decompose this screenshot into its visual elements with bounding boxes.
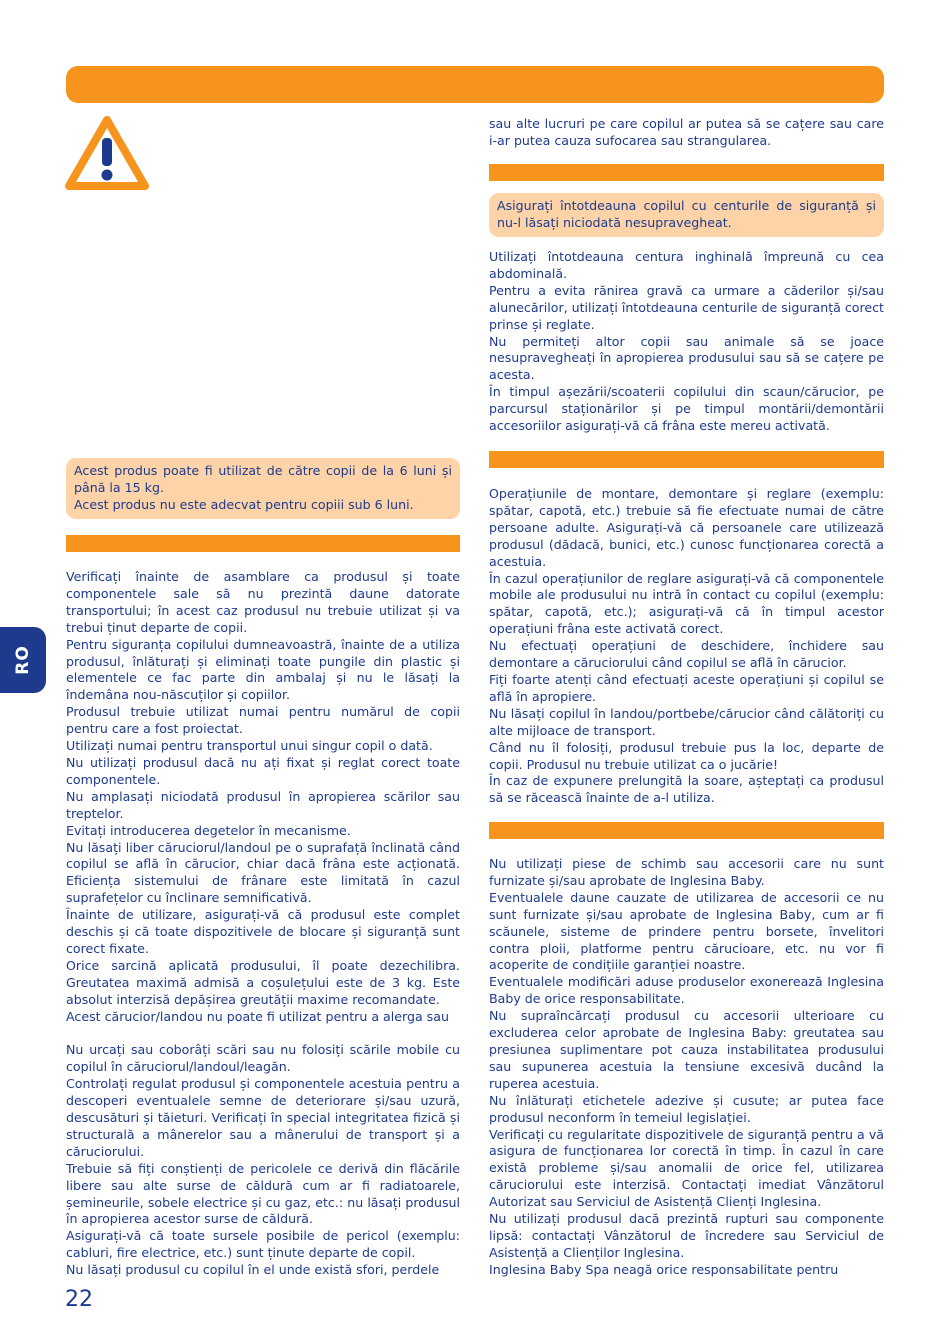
- paragraph: Nu lăsați copilul în landou/portbebe/cărucior când călătoriți cu alte mijloace de transport.: [489, 705, 884, 738]
- language-tab: [0, 627, 46, 693]
- right-section-2: [489, 486, 884, 807]
- section-strip-left: [66, 535, 460, 552]
- paragraph: Utilizați numai pentru transportul unui singur copil o dată.: [66, 738, 433, 754]
- paragraph: Nu utilizați produsul dacă nu ați fixat și reglat corect toate componentele.: [66, 754, 460, 787]
- paragraph: Nu lăsați produsul cu copilul în el unde există sfori, perdele: [66, 1262, 440, 1278]
- paragraph: Nu înlăturați etichetele adezive și cusute; ar putea face produsul neconform în temeiul legislației.: [489, 1092, 884, 1125]
- paragraph: Nu lăsați liber căruciorul/landoul pe o suprafață înclinată când copilul se află în cărucior, chiar dacă frâna este acționată. Eficiența sistemului de frânare este limitată în cazul suprafețelor cu înclinare semnificativă.: [66, 839, 460, 906]
- paragraph: În timpul așezării/scoaterii copilului din scaun/cărucior, pe parcursul staționărilor și pe timpul montării/demontării accesoriilor asigurați-vă că frâna este mereu activată.: [489, 384, 884, 434]
- age-note-line: Acest produs nu este adecvat pentru copiii sub 6 luni.: [74, 496, 414, 512]
- paragraph: Operațiunile de montare, demontare și reglare (exemplu: spătar, capotă, etc.) trebuie să fie efectuate numai de către persoane adulte. Asigurați-vă că persoanele care utilizează produsul (dădacă, bunici, etc.) cunosc funcționarea corectă a acestuia.: [489, 486, 884, 569]
- paragraph: Controlați regulat produsul și componentele acestuia pentru a descoperi eventualele semne de deteriorare și/sau uzură, descusături și tăieturi. Verificați în special integritatea fizică și structurală a mânerelor sau a mânerului de transport și a căruciorului.: [66, 1076, 460, 1159]
- paragraph: Nu permiteți altor copii sau animale să se joace nesupravegheați în apropierea produsului sau să se cațere pe acesta.: [489, 333, 884, 383]
- paragraph: În caz de expunere prelungită la soare, așteptați ca produsul să se răcească înainte de a-l utiliza.: [489, 773, 884, 806]
- right-intro: [489, 116, 884, 150]
- paragraph: Pentru a evita rănirea gravă ca urmare a căderilor și/sau alunecărilor, utilizați întotdeauna centurile de siguranță corect prinse și reglate.: [489, 282, 884, 332]
- paragraph: Nu urcați sau coborâți scări sau nu folosiți scările mobile cu copilul în căruciorul/landoul/leagăn.: [66, 1042, 460, 1075]
- section-strip-right-3: [489, 822, 884, 839]
- language-tab-label: RO: [13, 645, 33, 675]
- paragraph: Pentru siguranța copilului dumneavoastră, înainte de a utiliza produsul, înlăturați și eliminați toate pungile din plastic și elementele ce fac parte din ambalaj și nu le lăsați la îndemâna nou-născuților și copiilor.: [66, 636, 460, 703]
- paragraph: Nu amplasați niciodată produsul în apropierea scărilor sau treptelor.: [66, 788, 460, 821]
- belt-note-text: Asigurați întotdeauna copilul cu centurile de siguranță și nu-l lăsați niciodată nesupravegheat.: [497, 198, 876, 230]
- paragraph: sau alte lucruri pe care copilul ar putea să se cațere sau care i-ar putea cauza sufocarea sau strangularea.: [489, 116, 884, 148]
- page-number: 22: [65, 1287, 93, 1312]
- right-section-1: [489, 249, 884, 435]
- paragraph: Nu supraîncărcați produsul cu accesorii ulterioare cu excluderea celor aprobate de Inglesina Baby: greutatea sau presiunea suplimentare pot cauza instabilitatea produsului sau supunerea acestuia la tensiune excesivă ducând la ruperea acestuia.: [489, 1008, 884, 1091]
- paragraph: Evitați introducerea degetelor în mecanisme.: [66, 822, 351, 838]
- paragraph: Trebuie să fiți conștienți de pericolele ce derivă din flăcările libere sau alte surse de căldură cum ar fi radiatoarele, șemineurile, sobele electrice și cu gaz, etc.: nu lăsați produsul în apropierea acestor surse de căldură.: [66, 1160, 460, 1227]
- paragraph: În cazul operațiunilor de reglare asigurați-vă că componentele mobile ale produsului nu intră în contact cu copilul (exemplu: spătar, capotă, etc.); asigurați-vă că în timpul acestor operațiuni frâna este activată corect.: [489, 570, 884, 637]
- paragraph: Înainte de utilizare, asigurați-vă că produsul este complet deschis și că toate dispozitivele de blocare și siguranță sunt corect fixate.: [66, 907, 460, 956]
- section-strip-right-1: [489, 164, 884, 181]
- paragraph: Acest cărucior/landou nu poate fi utilizat pentru a alerga sau: [66, 1008, 449, 1024]
- paragraph: Verificați cu regularitate dispozitivele de siguranță pentru a vă asigura de funcționarea lor corectă în timp. În cazul în care există probleme și/sau anomalii de orice fel, utilizarea căruciorului este interzisă. Contactați imediat Vânzătorul Autorizat sau Serviciul de Asistență Clienți Inglesina.: [489, 1126, 884, 1210]
- paragraph: Nu utilizați produsul dacă prezintă rupturi sau componente lipsă: contactați Vânzătorul de încredere sau Serviciul de Asistență a Clienților Inglesina.: [489, 1211, 884, 1260]
- age-note-line: Acest produs poate fi utilizat de către copii de la 6 luni și până la 15 kg.: [74, 463, 452, 495]
- paragraph: Fiți foarte atenți când efectuați aceste operațiuni și copilul se află în apropiere.: [489, 671, 884, 704]
- header-bar: [66, 66, 884, 103]
- left-column: [66, 569, 460, 1279]
- paragraph: Asigurați-vă că toate sursele posibile de pericol (exemplu: cabluri, fire electrice, etc.) sunt ținute departe de copil.: [66, 1228, 460, 1261]
- age-note: [66, 458, 460, 519]
- right-section-3: [489, 856, 884, 1279]
- paragraph: Inglesina Baby Spa neagă orice responsabilitate pentru: [489, 1261, 839, 1277]
- paragraph: Utilizați întotdeauna centura inghinală împreună cu cea abdominală.: [489, 249, 884, 281]
- paragraph: Orice sarcină aplicată produsului, îl poate dezechilibra. Greutatea maximă admisă a coșulețului este de 3 kg. Este absolut interzisă depășirea greutății maxime recomandate.: [66, 957, 460, 1007]
- paragraph: Nu utilizați piese de schimb sau accesorii care nu sunt furnizate și/sau aprobate de Inglesina Baby.: [489, 856, 884, 888]
- section-strip-right-2: [489, 451, 884, 468]
- paragraph: Nu efectuați operațiuni de deschidere, închidere sau demontare a căruciorului când copilul se află în cărucior.: [489, 638, 884, 671]
- belt-note: [489, 193, 884, 237]
- paragraph: Când nu îl folosiți, produsul trebuie pus la loc, departe de copii. Produsul nu trebuie utilizat ca o jucărie!: [489, 739, 884, 772]
- paragraph: Eventualele modificări aduse produselor exonerează Inglesina Baby de orice responsabilitate.: [489, 974, 884, 1007]
- paragraph: Eventualele daune cauzate de utilizarea de accesorii ce nu sunt furnizate și/sau aprobate de Inglesina Baby, cum ar fi scăunele, sisteme de prindere pentru borsete, învelitori contra ploii, platforme pentru cărucioare, etc. nu vor fi acoperite de condițiile garanției noastre.: [489, 889, 884, 973]
- paragraph: Verificați înainte de asamblare ca produsul și toate componentele sale să nu prezintă daune datorate transportului; în acest caz produsul nu trebuie utilizat și va trebui ținut departe de copii.: [66, 569, 460, 635]
- warning-icon: [64, 114, 150, 192]
- paragraph: Produsul trebuie utilizat numai pentru numărul de copii pentru care a fost proiectat.: [66, 704, 460, 737]
